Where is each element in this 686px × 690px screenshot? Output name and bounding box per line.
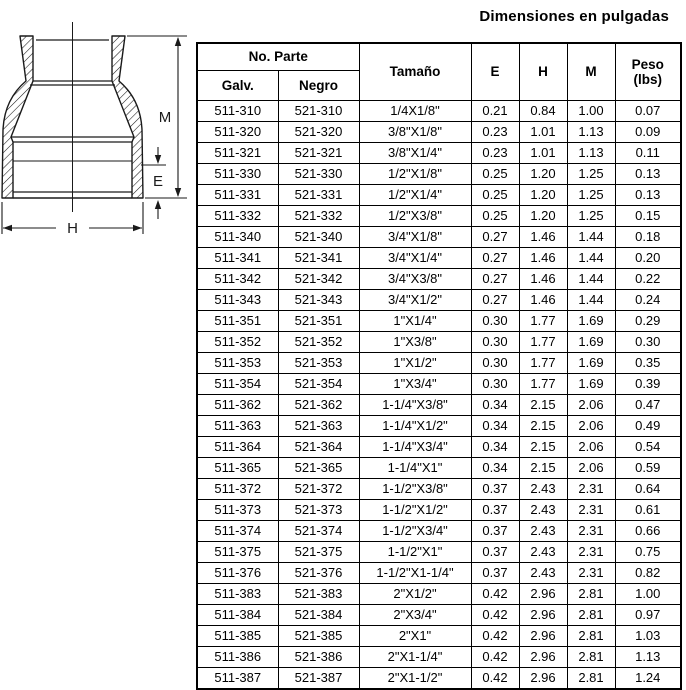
dim-h-value: 2.15 (519, 436, 567, 457)
negro-part-number: 521-330 (278, 163, 359, 184)
galv-part-number: 511-384 (197, 604, 278, 625)
galv-part-number: 511-375 (197, 541, 278, 562)
dim-h-value: 2.15 (519, 415, 567, 436)
negro-part-number: 521-387 (278, 667, 359, 689)
e-arrow-down (155, 155, 161, 164)
table-row (197, 499, 681, 520)
galv-part-number: 511-373 (197, 499, 278, 520)
negro-part-number: 521-374 (278, 520, 359, 541)
peso-value: 0.97 (615, 604, 681, 625)
peso-value: 0.30 (615, 331, 681, 352)
table-row (197, 142, 681, 163)
dim-m-value: 1.25 (567, 205, 615, 226)
peso-value: 0.22 (615, 268, 681, 289)
h-arrow-right (133, 225, 142, 231)
table-row (197, 541, 681, 562)
tamano-size: 3/4"X1/4" (359, 247, 471, 268)
peso-value: 0.20 (615, 247, 681, 268)
reducer-cross-section-drawing (0, 0, 192, 246)
dim-m-value: 2.31 (567, 541, 615, 562)
dim-m-value: 1.44 (567, 247, 615, 268)
negro-part-number: 521-342 (278, 268, 359, 289)
negro-part-number: 521-353 (278, 352, 359, 373)
peso-value: 1.13 (615, 646, 681, 667)
dim-h-value: 2.43 (519, 520, 567, 541)
negro-part-number: 521-321 (278, 142, 359, 163)
galv-part-number: 511-362 (197, 394, 278, 415)
tamano-size: 1-1/2"X1-1/4" (359, 562, 471, 583)
peso-value: 0.09 (615, 121, 681, 142)
dim-m-value: 1.69 (567, 352, 615, 373)
peso-value: 0.49 (615, 415, 681, 436)
dim-e-value: 0.37 (471, 478, 519, 499)
tamano-size: 1-1/4"X1/2" (359, 415, 471, 436)
dim-e-value: 0.30 (471, 331, 519, 352)
negro-part-number: 521-383 (278, 583, 359, 604)
peso-value: 0.18 (615, 226, 681, 247)
h-arrow-left (3, 225, 12, 231)
dim-m-value: 2.81 (567, 604, 615, 625)
dim-m-value: 2.31 (567, 478, 615, 499)
tamano-size: 3/8"X1/8" (359, 121, 471, 142)
dim-h-value: 2.15 (519, 394, 567, 415)
peso-value: 0.64 (615, 478, 681, 499)
tamano-size: 3/4"X1/8" (359, 226, 471, 247)
dim-e-value: 0.34 (471, 457, 519, 478)
dim-e-value: 0.42 (471, 625, 519, 646)
tamano-size: 3/4"X1/2" (359, 289, 471, 310)
dim-label-e: E (152, 173, 164, 190)
dim-m-value: 1.69 (567, 373, 615, 394)
tamano-size: 1"X3/8" (359, 331, 471, 352)
peso-value: 1.24 (615, 667, 681, 689)
tamano-size: 2"X1" (359, 625, 471, 646)
dim-e-value: 0.25 (471, 163, 519, 184)
galv-part-number: 511-387 (197, 667, 278, 689)
dim-e-value: 0.30 (471, 310, 519, 331)
peso-value: 0.39 (615, 373, 681, 394)
dim-h-value: 1.46 (519, 268, 567, 289)
dim-m-value: 1.00 (567, 100, 615, 121)
m-arrow-down (175, 188, 181, 197)
parts-table (196, 42, 682, 690)
dim-h-value: 1.01 (519, 142, 567, 163)
dim-e-value: 0.37 (471, 499, 519, 520)
table-row (197, 205, 681, 226)
peso-value: 1.03 (615, 625, 681, 646)
dim-h-value: 1.20 (519, 205, 567, 226)
dim-e-value: 0.34 (471, 436, 519, 457)
dim-e-value: 0.42 (471, 667, 519, 689)
galv-part-number: 511-332 (197, 205, 278, 226)
dim-e-value: 0.34 (471, 415, 519, 436)
dim-m-value: 2.06 (567, 394, 615, 415)
dim-e-value: 0.23 (471, 121, 519, 142)
peso-value: 0.82 (615, 562, 681, 583)
galv-part-number: 511-342 (197, 268, 278, 289)
dim-m-value: 2.81 (567, 646, 615, 667)
tamano-size: 3/8"X1/4" (359, 142, 471, 163)
table-row (197, 163, 681, 184)
tamano-size: 2"X1-1/2" (359, 667, 471, 689)
dim-e-value: 0.27 (471, 226, 519, 247)
table-row (197, 310, 681, 331)
negro-part-number: 521-352 (278, 331, 359, 352)
left-wall-section (2, 36, 33, 198)
tamano-size: 2"X1/2" (359, 583, 471, 604)
dim-h-value: 2.43 (519, 499, 567, 520)
dim-m-value: 2.06 (567, 436, 615, 457)
negro-part-number: 521-351 (278, 310, 359, 331)
dim-h-value: 2.43 (519, 562, 567, 583)
header-dim-m: M (567, 43, 615, 100)
dim-e-value: 0.42 (471, 646, 519, 667)
page-title: Dimensiones en pulgadas (479, 8, 669, 25)
galv-part-number: 511-374 (197, 520, 278, 541)
dim-e-value: 0.42 (471, 583, 519, 604)
dim-h-value: 1.46 (519, 289, 567, 310)
tamano-size: 1-1/2"X3/4" (359, 520, 471, 541)
table-row (197, 436, 681, 457)
table-row (197, 625, 681, 646)
galv-part-number: 511-364 (197, 436, 278, 457)
negro-part-number: 521-386 (278, 646, 359, 667)
peso-value: 0.61 (615, 499, 681, 520)
header-no-parte: No. Parte (197, 43, 359, 70)
dim-e-value: 0.34 (471, 394, 519, 415)
table-row (197, 289, 681, 310)
negro-part-number: 521-332 (278, 205, 359, 226)
peso-value: 0.47 (615, 394, 681, 415)
dim-h-value: 2.96 (519, 583, 567, 604)
negro-part-number: 521-331 (278, 184, 359, 205)
dim-m-value: 1.44 (567, 289, 615, 310)
dim-m-value: 1.69 (567, 331, 615, 352)
dim-h-value: 1.77 (519, 373, 567, 394)
dim-m-value: 1.13 (567, 121, 615, 142)
negro-part-number: 521-340 (278, 226, 359, 247)
negro-part-number: 521-365 (278, 457, 359, 478)
table-row (197, 100, 681, 121)
dim-e-value: 0.25 (471, 205, 519, 226)
negro-part-number: 521-362 (278, 394, 359, 415)
dim-h-value: 2.15 (519, 457, 567, 478)
header-dim-e: E (471, 43, 519, 100)
tamano-size: 1"X1/2" (359, 352, 471, 373)
header-peso-word: Peso (631, 56, 664, 72)
galv-part-number: 511-385 (197, 625, 278, 646)
peso-value: 0.66 (615, 520, 681, 541)
table-row (197, 394, 681, 415)
peso-value: 0.59 (615, 457, 681, 478)
dim-e-value: 0.27 (471, 247, 519, 268)
dim-h-value: 1.20 (519, 163, 567, 184)
galv-part-number: 511-365 (197, 457, 278, 478)
peso-value: 0.13 (615, 163, 681, 184)
header-tamano: Tamaño (359, 43, 471, 100)
dim-h-value: 1.46 (519, 226, 567, 247)
dim-m-value: 1.44 (567, 268, 615, 289)
tamano-size: 1-1/2"X1" (359, 541, 471, 562)
peso-value: 0.75 (615, 541, 681, 562)
table-row (197, 247, 681, 268)
negro-part-number: 521-363 (278, 415, 359, 436)
reducer-fitting-diagram (0, 0, 192, 246)
galv-part-number: 511-353 (197, 352, 278, 373)
galv-part-number: 511-386 (197, 646, 278, 667)
galv-part-number: 511-341 (197, 247, 278, 268)
dim-h-value: 2.43 (519, 478, 567, 499)
header-galv: Galv. (197, 70, 278, 100)
negro-part-number: 521-373 (278, 499, 359, 520)
table-row (197, 646, 681, 667)
dim-h-value: 1.77 (519, 310, 567, 331)
dim-e-value: 0.37 (471, 562, 519, 583)
tamano-size: 1-1/2"X3/8" (359, 478, 471, 499)
tamano-size: 1"X3/4" (359, 373, 471, 394)
table-row (197, 184, 681, 205)
dim-e-value: 0.37 (471, 541, 519, 562)
peso-value: 0.35 (615, 352, 681, 373)
negro-part-number: 521-310 (278, 100, 359, 121)
dim-h-value: 2.96 (519, 604, 567, 625)
dim-h-value: 1.77 (519, 352, 567, 373)
dim-h-value: 2.96 (519, 667, 567, 689)
tamano-size: 1/2"X3/8" (359, 205, 471, 226)
peso-value: 0.29 (615, 310, 681, 331)
negro-part-number: 521-364 (278, 436, 359, 457)
table-row (197, 415, 681, 436)
galv-part-number: 511-330 (197, 163, 278, 184)
galv-part-number: 511-320 (197, 121, 278, 142)
dim-m-value: 1.13 (567, 142, 615, 163)
tamano-size: 2"X3/4" (359, 604, 471, 625)
peso-value: 0.13 (615, 184, 681, 205)
negro-part-number: 521-375 (278, 541, 359, 562)
peso-value: 0.11 (615, 142, 681, 163)
table-row (197, 226, 681, 247)
dim-m-value: 2.81 (567, 583, 615, 604)
negro-part-number: 521-341 (278, 247, 359, 268)
tamano-size: 1"X1/4" (359, 310, 471, 331)
dim-h-value: 0.84 (519, 100, 567, 121)
galv-part-number: 511-383 (197, 583, 278, 604)
dim-e-value: 0.27 (471, 289, 519, 310)
peso-value: 0.15 (615, 205, 681, 226)
dim-m-value: 1.25 (567, 184, 615, 205)
galv-part-number: 511-351 (197, 310, 278, 331)
tamano-size: 1/2"X1/8" (359, 163, 471, 184)
negro-part-number: 521-343 (278, 289, 359, 310)
peso-value: 0.24 (615, 289, 681, 310)
table-row (197, 268, 681, 289)
header-dim-h: H (519, 43, 567, 100)
table-row (197, 583, 681, 604)
tamano-size: 1-1/4"X3/8" (359, 394, 471, 415)
galv-part-number: 511-372 (197, 478, 278, 499)
dim-e-value: 0.37 (471, 520, 519, 541)
negro-part-number: 521-372 (278, 478, 359, 499)
table-row (197, 520, 681, 541)
peso-value: 0.54 (615, 436, 681, 457)
dim-h-value: 2.96 (519, 646, 567, 667)
tamano-size: 3/4"X3/8" (359, 268, 471, 289)
table-row (197, 373, 681, 394)
table-row (197, 121, 681, 142)
dim-e-value: 0.27 (471, 268, 519, 289)
negro-part-number: 521-320 (278, 121, 359, 142)
parts-table-body (197, 100, 681, 689)
tamano-size: 1-1/2"X1/2" (359, 499, 471, 520)
table-row (197, 562, 681, 583)
dim-m-value: 2.31 (567, 520, 615, 541)
dim-m-value: 2.31 (567, 499, 615, 520)
dim-m-value: 1.69 (567, 310, 615, 331)
galv-part-number: 511-363 (197, 415, 278, 436)
dim-h-value: 1.46 (519, 247, 567, 268)
dim-label-h: H (67, 220, 78, 237)
header-peso-units: (lbs) (633, 71, 662, 87)
table-row (197, 331, 681, 352)
dim-m-value: 1.25 (567, 163, 615, 184)
galv-part-number: 511-331 (197, 184, 278, 205)
dim-h-value: 2.43 (519, 541, 567, 562)
negro-part-number: 521-385 (278, 625, 359, 646)
table-row (197, 478, 681, 499)
dim-m-value: 2.81 (567, 625, 615, 646)
tamano-size: 2"X1-1/4" (359, 646, 471, 667)
header-peso (615, 43, 681, 100)
dim-h-value: 1.20 (519, 184, 567, 205)
dim-e-value: 0.21 (471, 100, 519, 121)
galv-part-number: 511-343 (197, 289, 278, 310)
galv-part-number: 511-354 (197, 373, 278, 394)
galv-part-number: 511-376 (197, 562, 278, 583)
header-negro: Negro (278, 70, 359, 100)
dim-h-value: 1.01 (519, 121, 567, 142)
negro-part-number: 521-384 (278, 604, 359, 625)
tamano-size: 1/4X1/8" (359, 100, 471, 121)
dim-e-value: 0.25 (471, 184, 519, 205)
negro-part-number: 521-376 (278, 562, 359, 583)
m-arrow-up (175, 37, 181, 46)
table-row (197, 604, 681, 625)
tamano-size: 1-1/4"X1" (359, 457, 471, 478)
negro-part-number: 521-354 (278, 373, 359, 394)
right-wall-section (112, 36, 143, 198)
peso-value: 0.07 (615, 100, 681, 121)
dim-m-value: 2.06 (567, 457, 615, 478)
galv-part-number: 511-321 (197, 142, 278, 163)
dim-e-value: 0.23 (471, 142, 519, 163)
dim-h-value: 1.77 (519, 331, 567, 352)
dim-h-value: 2.96 (519, 625, 567, 646)
galv-part-number: 511-352 (197, 331, 278, 352)
tamano-size: 1/2"X1/4" (359, 184, 471, 205)
dim-label-m: M (158, 109, 172, 126)
galv-part-number: 511-340 (197, 226, 278, 247)
table-row (197, 352, 681, 373)
table-row (197, 457, 681, 478)
tamano-size: 1-1/4"X3/4" (359, 436, 471, 457)
table-row (197, 667, 681, 689)
dim-m-value: 2.06 (567, 415, 615, 436)
dim-e-value: 0.42 (471, 604, 519, 625)
galv-part-number: 511-310 (197, 100, 278, 121)
dim-m-value: 2.31 (567, 562, 615, 583)
peso-value: 1.00 (615, 583, 681, 604)
dim-m-value: 2.81 (567, 667, 615, 689)
parts-table-container (196, 42, 682, 690)
dim-e-value: 0.30 (471, 352, 519, 373)
dim-e-value: 0.30 (471, 373, 519, 394)
dim-m-value: 1.44 (567, 226, 615, 247)
e-arrow-up (155, 200, 161, 209)
